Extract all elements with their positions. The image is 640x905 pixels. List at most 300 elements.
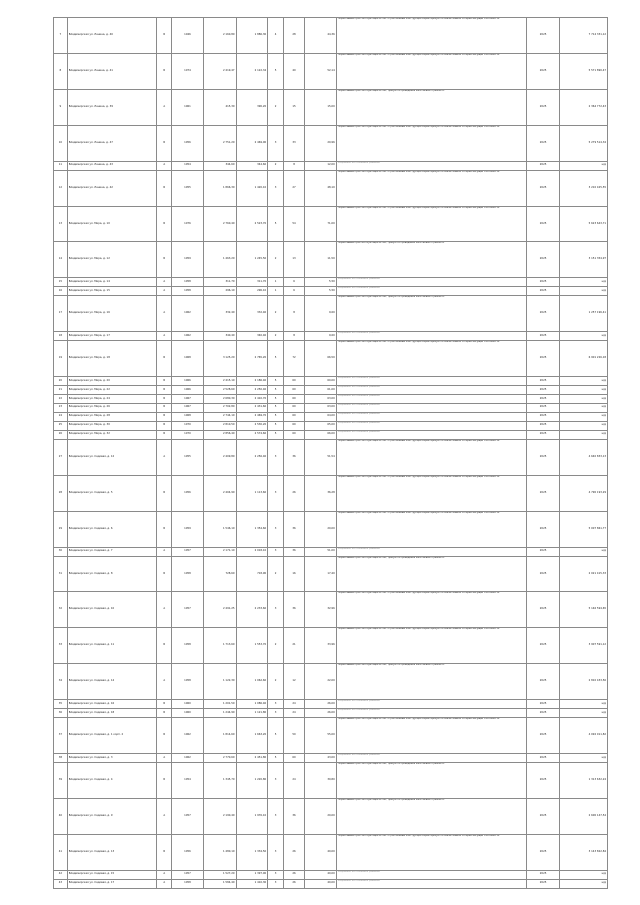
table-row: [54, 556, 608, 592]
floors-cell: 2: [268, 556, 284, 592]
address-cell: Владимирская ул. Садовая, д. 7: [67, 547, 157, 556]
residents-cell: 40,00: [305, 879, 337, 888]
floors-cell: 5: [268, 753, 284, 762]
row-number-cell: 12: [54, 170, 68, 206]
floors-cell: 5: [268, 386, 284, 395]
table-row: [54, 341, 608, 377]
year-cell: 1956: [172, 834, 204, 870]
condition-cell: Нормативный срок эксплуатации истек. Строительные конструкции характеризуются значительной потерей несущей способности.: [336, 475, 526, 511]
repair-year-cell: 2025: [526, 475, 560, 511]
apartments-cell: 21: [284, 628, 305, 664]
repair-year-cell: 2025: [526, 834, 560, 870]
floors-cell: 3: [268, 700, 284, 709]
table-row: [54, 511, 608, 547]
floors-cell: 5: [268, 394, 284, 403]
total-area-cell: 2 419,47: [203, 53, 236, 89]
repair-year-cell: 2025: [526, 547, 560, 556]
row-number-cell: 31: [54, 556, 68, 592]
table-row: [54, 798, 608, 834]
total-area-cell: 1 201,50: [203, 700, 236, 709]
total-area-cell: 2 409,80: [203, 439, 236, 475]
table-row: [54, 403, 608, 412]
repair-year-cell: 2025: [526, 798, 560, 834]
type-cell: А: [157, 592, 172, 628]
cost-cell: н/д: [560, 547, 608, 556]
row-number-cell: 35: [54, 700, 68, 709]
address-cell: Владимирская ул. Садовая, д. 18: [67, 709, 157, 718]
condition-cell: Нормативный срок эксплуатации истек. Строительные конструкции характеризуются значительной потерей несущей способности.: [336, 170, 526, 206]
row-number-cell: 10: [54, 125, 68, 161]
cost-cell: н/д: [560, 709, 608, 718]
repair-year-cell: 2025: [526, 718, 560, 754]
total-area-cell: 332,40: [203, 296, 236, 332]
apartments-cell: 60: [284, 386, 305, 395]
cost-cell: 1 313 632,24: [560, 762, 608, 798]
row-number-cell: 19: [54, 341, 68, 377]
floors-cell: 5: [268, 206, 284, 242]
total-area-cell: 3 125,20: [203, 341, 236, 377]
address-cell: Владимирская ул. Мира, д. 17: [67, 332, 157, 341]
type-cell: Б: [157, 412, 172, 421]
floors-cell: 3: [268, 834, 284, 870]
condition-cell: Нормативный срок эксплуатации истек. Строительные конструкции характеризуются значительной потерей несущей способности.: [336, 628, 526, 664]
total-area-cell: 2 404,90: [203, 475, 236, 511]
residents-cell: 20,00: [305, 511, 337, 547]
floors-cell: 2: [268, 296, 284, 332]
repair-year-cell: 2025: [526, 870, 560, 879]
condition-cell: Разрешено на основании решения: [336, 403, 526, 412]
floors-cell: 3: [268, 709, 284, 718]
living-area-cell: 1 420,10: [236, 170, 268, 206]
address-cell: Владимирская ул. Мира, д. 20: [67, 377, 157, 386]
repair-year-cell: 2025: [526, 341, 560, 377]
condition-cell: Разрешено на основании решения: [336, 287, 526, 296]
address-cell: Владимирская ул. Мира, д. 30: [67, 421, 157, 430]
capital-repair-table: [53, 17, 608, 889]
address-cell: Владимирская ул. Садовая, д. 8: [67, 556, 157, 592]
residents-cell: 52,14: [305, 53, 337, 89]
condition-cell: Нормативный срок эксплуатации истек. Строительные конструкции характеризуются значительной потерей несущей способности.: [336, 125, 526, 161]
apartments-cell: 6: [284, 287, 305, 296]
table-row: [54, 439, 608, 475]
condition-cell: Разрешено на основании решения: [336, 709, 526, 718]
year-cell: 1958: [172, 556, 204, 592]
repair-year-cell: 2025: [526, 628, 560, 664]
total-area-cell: 2 190,40: [203, 798, 236, 834]
repair-year-cell: 2025: [526, 753, 560, 762]
cost-cell: н/д: [560, 161, 608, 170]
cost-cell: н/д: [560, 386, 608, 395]
table-row: [54, 394, 608, 403]
address-cell: Владимирская ул. Садовая, д. 17: [67, 879, 157, 888]
repair-year-cell: 2025: [526, 592, 560, 628]
total-area-cell: 1 480,10: [203, 834, 236, 870]
year-cell: 1966: [172, 386, 204, 395]
repair-year-cell: 2025: [526, 53, 560, 89]
repair-year-cell: 2025: [526, 18, 560, 54]
year-cell: 1960: [172, 709, 204, 718]
address-cell: Владимирская ул. Садовая, д. 15: [67, 870, 157, 879]
cost-cell: 5 279 514,34: [560, 125, 608, 161]
apartments-cell: 24: [284, 700, 305, 709]
floors-cell: 5: [268, 412, 284, 421]
type-cell: А: [157, 664, 172, 700]
residents-cell: 44,36: [305, 18, 337, 54]
type-cell: А: [157, 287, 172, 296]
total-area-cell: 728,60: [203, 556, 236, 592]
table-row: [54, 834, 608, 870]
living-area-cell: 1 886,30: [236, 18, 268, 54]
type-cell: А: [157, 798, 172, 834]
address-cell: Владимирская ул. Мира, д. 16: [67, 296, 157, 332]
row-number-cell: 40: [54, 798, 68, 834]
residents-cell: 9,00: [305, 296, 337, 332]
total-area-cell: 1 546,10: [203, 511, 236, 547]
residents-cell: 48,10: [305, 170, 337, 206]
condition-cell: Разрешено на основании решения: [336, 700, 526, 709]
apartments-cell: 60: [284, 753, 305, 762]
row-number-cell: 37: [54, 718, 68, 754]
apartments-cell: 26: [284, 475, 305, 511]
condition-cell: Разрешено на основании решения: [336, 386, 526, 395]
floors-cell: 2: [268, 332, 284, 341]
apartments-cell: 24: [284, 709, 305, 718]
table-row: [54, 700, 608, 709]
row-number-cell: 20: [54, 377, 68, 386]
year-cell: 1946: [172, 18, 204, 54]
apartments-cell: 60: [284, 403, 305, 412]
total-area-cell: 1 463,20: [203, 242, 236, 278]
row-number-cell: 32: [54, 592, 68, 628]
table-row: [54, 753, 608, 762]
address-cell: Владимирская ул. Ленина, д. 40: [67, 18, 157, 54]
type-cell: Б: [157, 762, 172, 798]
type-cell: Б: [157, 53, 172, 89]
type-cell: А: [157, 161, 172, 170]
cost-cell: н/д: [560, 403, 608, 412]
floors-cell: 2: [268, 664, 284, 700]
cost-cell: 4 092 011,82: [560, 718, 608, 754]
address-cell: Владимирская ул. Садовая, д. 1 корп. 2: [67, 718, 157, 754]
total-area-cell: 344,60: [203, 161, 236, 170]
address-cell: Владимирская ул. Ленина, д. 39: [67, 89, 157, 125]
repair-year-cell: 2025: [526, 412, 560, 421]
living-area-cell: 1 086,40: [236, 700, 268, 709]
year-cell: 1957: [172, 592, 204, 628]
table-row: [54, 377, 608, 386]
year-cell: 1967: [172, 394, 204, 403]
cost-cell: н/д: [560, 394, 608, 403]
residents-cell: 61,00: [305, 386, 337, 395]
living-area-cell: 2 256,40: [236, 439, 268, 475]
year-cell: 1958: [172, 278, 204, 287]
year-cell: 1957: [172, 798, 204, 834]
year-cell: 1960: [172, 700, 204, 709]
year-cell: 1959: [172, 511, 204, 547]
repair-year-cell: 2025: [526, 287, 560, 296]
floors-cell: 2: [268, 628, 284, 664]
table-row: [54, 547, 608, 556]
table-row: [54, 296, 608, 332]
apartments-cell: 16: [284, 556, 305, 592]
row-number-cell: 36: [54, 709, 68, 718]
table-row: [54, 628, 608, 664]
table-row: [54, 709, 608, 718]
row-number-cell: 15: [54, 278, 68, 287]
residents-cell: 51,54: [305, 439, 337, 475]
year-cell: 1958: [172, 628, 204, 664]
apartments-cell: 12: [284, 664, 305, 700]
address-cell: Владимирская ул. Мира, д. 15: [67, 287, 157, 296]
row-number-cell: 38: [54, 753, 68, 762]
total-area-cell: 2 760,40: [203, 206, 236, 242]
condition-cell: Нормативный срок эксплуатации истек, требуется проведение капитального ремонта.: [336, 664, 526, 700]
type-cell: Б: [157, 430, 172, 439]
total-area-cell: 2 171,10: [203, 547, 236, 556]
residents-cell: 9,00: [305, 332, 337, 341]
cost-cell: н/д: [560, 421, 608, 430]
living-area-cell: 1 062,60: [236, 664, 268, 700]
apartments-cell: 60: [284, 412, 305, 421]
residents-cell: 51,00: [305, 547, 337, 556]
address-cell: Владимирская ул. Мира, д. 22: [67, 386, 157, 395]
total-area-cell: 1 122,30: [203, 664, 236, 700]
condition-cell: Нормативный срок эксплуатации истек, требуется проведение капитального ремонта.: [336, 89, 526, 125]
year-cell: 1966: [172, 377, 204, 386]
repair-year-cell: 2025: [526, 709, 560, 718]
row-number-cell: 25: [54, 421, 68, 430]
apartments-cell: 40: [284, 53, 305, 89]
cost-cell: 2 810 433,56: [560, 664, 608, 700]
year-cell: 1956: [172, 475, 204, 511]
living-area-cell: 2 523,70: [236, 206, 268, 242]
row-number-cell: 13: [54, 206, 68, 242]
condition-cell: Разрешено на основании решения: [336, 870, 526, 879]
address-cell: Владимирская ул. Мира, д. 10: [67, 206, 157, 242]
repair-year-cell: 2025: [526, 89, 560, 125]
address-cell: Владимирская ул. Садовая, д. 4: [67, 762, 157, 798]
total-area-cell: 1 866,30: [203, 170, 236, 206]
apartments-cell: 27: [284, 170, 305, 206]
apartments-cell: 50: [284, 718, 305, 754]
repair-year-cell: 2025: [526, 439, 560, 475]
residents-cell: 26,00: [305, 700, 337, 709]
repair-year-cell: 2025: [526, 511, 560, 547]
floors-cell: 2: [268, 242, 284, 278]
row-number-cell: 41: [54, 834, 68, 870]
table-row: [54, 53, 608, 89]
total-area-cell: 2 528,60: [203, 386, 236, 395]
living-area-cell: 718,90: [236, 556, 268, 592]
total-area-cell: 296,10: [203, 287, 236, 296]
row-number-cell: 18: [54, 332, 68, 341]
condition-cell: Разрешено на основании решения: [336, 430, 526, 439]
apartments-cell: 60: [284, 421, 305, 430]
year-cell: 1955: [172, 170, 204, 206]
residents-cell: 20,00: [305, 798, 337, 834]
row-number-cell: 21: [54, 386, 68, 395]
residents-cell: 32,96: [305, 592, 337, 628]
type-cell: А: [157, 439, 172, 475]
table-row: [54, 870, 608, 879]
condition-cell: Разрешено на основании решения: [336, 161, 526, 170]
total-area-cell: 311,70: [203, 278, 236, 287]
table-row: [54, 664, 608, 700]
repair-year-cell: 2025: [526, 296, 560, 332]
condition-cell: Разрешено на основании решения: [336, 412, 526, 421]
cost-cell: 2 364 772,43: [560, 89, 608, 125]
row-number-cell: 43: [54, 879, 68, 888]
cost-cell: 3 143 822,84: [560, 834, 608, 870]
address-cell: Владимирская ул. Мира, д. 24: [67, 394, 157, 403]
floors-cell: 3: [268, 475, 284, 511]
repair-year-cell: 2025: [526, 278, 560, 287]
floors-cell: 3: [268, 762, 284, 798]
row-number-cell: 34: [54, 664, 68, 700]
table-row: [54, 386, 608, 395]
row-number-cell: 11: [54, 161, 68, 170]
floors-cell: 3: [268, 125, 284, 161]
cost-cell: н/д: [560, 870, 608, 879]
apartments-cell: 36: [284, 547, 305, 556]
apartments-cell: 54: [284, 206, 305, 242]
cost-cell: н/д: [560, 332, 608, 341]
year-cell: 1967: [172, 403, 204, 412]
apartments-cell: 15: [284, 89, 305, 125]
residents-cell: 43,00: [305, 753, 337, 762]
condition-cell: Нормативный срok эксплуатации истек, требуется проведение капитального ремонта.: [336, 242, 526, 278]
address-cell: Владимирская ул. Мира, д. 26: [67, 403, 157, 412]
row-number-cell: 39: [54, 762, 68, 798]
floors-cell: 2: [268, 89, 284, 125]
condition-cell: Нормативный срок эксплуатации истек, требуется проведение капитального ремонта.: [336, 296, 526, 332]
address-cell: Владимирская ул. Садовая, д. 9: [67, 798, 157, 834]
residents-cell: 64,00: [305, 412, 337, 421]
repair-year-cell: 2025: [526, 377, 560, 386]
year-cell: 1961: [172, 89, 204, 125]
floors-cell: 1: [268, 287, 284, 296]
type-cell: Б: [157, 206, 172, 242]
year-cell: 1954: [172, 161, 204, 170]
living-area-cell: 1 245,50: [236, 242, 268, 278]
condition-cell: Разрешено на основании решения: [336, 879, 526, 888]
cost-cell: н/д: [560, 879, 608, 888]
repair-year-cell: 2025: [526, 242, 560, 278]
living-area-cell: 2 431,60: [236, 403, 268, 412]
total-area-cell: 1 527,20: [203, 870, 236, 879]
type-cell: Б: [157, 511, 172, 547]
apartments-cell: 60: [284, 377, 305, 386]
living-area-cell: 1 663,20: [236, 718, 268, 754]
total-area-cell: 2 702,80: [203, 403, 236, 412]
type-cell: Б: [157, 170, 172, 206]
cost-cell: н/д: [560, 700, 608, 709]
living-area-cell: 1 410,30: [236, 879, 268, 888]
repair-year-cell: 2025: [526, 421, 560, 430]
condition-cell: Нормативный срок эксплуатации истек. Строительные конструкции характеризуются значительной потерей несущей способности.: [336, 718, 526, 754]
residents-cell: 66,00: [305, 430, 337, 439]
residents-cell: 11,50: [305, 242, 337, 278]
residents-cell: 40,00: [305, 870, 337, 879]
living-area-cell: 332,40: [236, 296, 268, 332]
table-row: [54, 762, 608, 798]
address-cell: Владимирская ул. Садовая, д. 3: [67, 753, 157, 762]
cost-cell: 4 640 833,13: [560, 439, 608, 475]
floors-cell: 5: [268, 421, 284, 430]
apartments-cell: 36: [284, 511, 305, 547]
total-area-cell: 2 744,10: [203, 412, 236, 421]
year-cell: 1968: [172, 412, 204, 421]
row-number-cell: 16: [54, 287, 68, 296]
living-area-cell: 1 334,50: [236, 834, 268, 870]
condition-cell: Разрешено на основании решения: [336, 547, 526, 556]
cost-cell: н/д: [560, 287, 608, 296]
total-area-cell: 1 713,60: [203, 628, 236, 664]
total-area-cell: 1 814,60: [203, 718, 236, 754]
apartments-cell: 72: [284, 341, 305, 377]
residents-cell: 63,00: [305, 394, 337, 403]
type-cell: А: [157, 879, 172, 888]
cost-cell: 5 007 861,77: [560, 511, 608, 547]
address-cell: Владимирская ул. Ленина, д. 41: [67, 53, 157, 89]
year-cell: 1970: [172, 421, 204, 430]
living-area-cell: 2 018,10: [236, 547, 268, 556]
condition-cell: Нормативный срок эксплуатации истек. Строительные конструкции характеризуются значительной потерей несущей способности.: [336, 206, 526, 242]
floors-cell: 4: [268, 18, 284, 54]
living-area-cell: 2 574,60: [236, 430, 268, 439]
repair-year-cell: 2025: [526, 879, 560, 888]
floors-cell: 3: [268, 511, 284, 547]
address-cell: Владимирская ул. Садовая, д. 10: [67, 592, 157, 628]
residents-cell: 5,50: [305, 287, 337, 296]
residents-cell: 60,00: [305, 377, 337, 386]
type-cell: Б: [157, 125, 172, 161]
living-area-cell: 2 765,20: [236, 341, 268, 377]
type-cell: Б: [157, 628, 172, 664]
cost-cell: 3 907 591,12: [560, 628, 608, 664]
floors-cell: 5: [268, 377, 284, 386]
address-cell: Владимирская ул. Мира, д. 28: [67, 412, 157, 421]
floors-cell: 3: [268, 547, 284, 556]
row-number-cell: 26: [54, 430, 68, 439]
cost-cell: н/д: [560, 412, 608, 421]
repair-year-cell: 2025: [526, 430, 560, 439]
living-area-cell: 2 451,80: [236, 753, 268, 762]
address-cell: Владимирская ул. Садовая, д. 11: [67, 628, 157, 664]
table-row: [54, 242, 608, 278]
residents-cell: 65,00: [305, 421, 337, 430]
row-number-cell: 7: [54, 18, 68, 54]
type-cell: Б: [157, 709, 172, 718]
table-row: [54, 161, 608, 170]
table-row: [54, 879, 608, 888]
living-area-cell: 2 250,40: [236, 386, 268, 395]
living-area-cell: 311,70: [236, 278, 268, 287]
total-area-cell: 1 345,70: [203, 762, 236, 798]
condition-cell: Нормативный срок эксплуатации истек, требуется проведение капитального ремонта.: [336, 762, 526, 798]
year-cell: 1962: [172, 296, 204, 332]
year-cell: 1957: [172, 547, 204, 556]
row-number-cell: 28: [54, 475, 68, 511]
living-area-cell: 2 469,70: [236, 412, 268, 421]
total-area-cell: 2 810,50: [203, 421, 236, 430]
residents-cell: 36,28: [305, 475, 337, 511]
address-cell: Владимирская ул. Садовая, д. 6: [67, 511, 157, 547]
type-cell: А: [157, 332, 172, 341]
type-cell: Б: [157, 242, 172, 278]
apartments-cell: 8: [284, 161, 305, 170]
apartments-cell: 26: [284, 879, 305, 888]
